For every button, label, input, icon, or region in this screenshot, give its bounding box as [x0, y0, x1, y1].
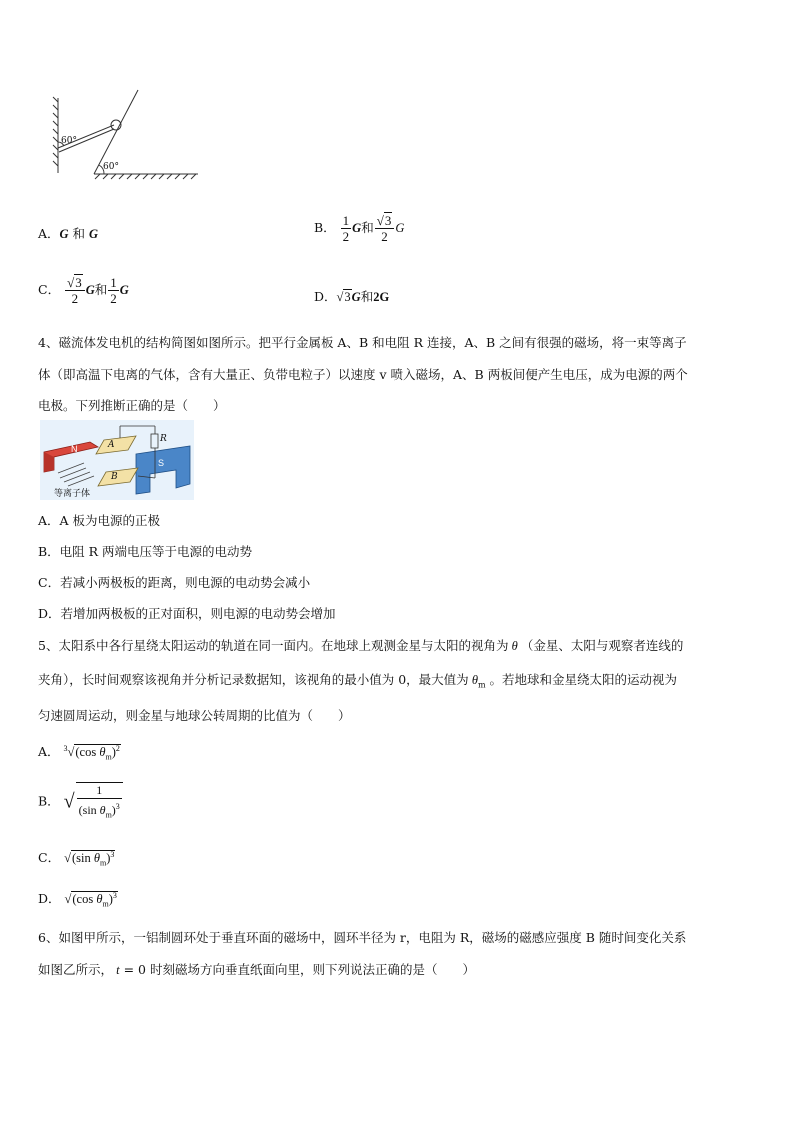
q3-option-c-mid: 和	[94, 282, 108, 297]
q3-option-c-label: C．	[38, 282, 61, 297]
q4-option-c: C．若减小两极板的距离，则电源的电动势会减小	[38, 575, 311, 590]
q6-line-1: 6、如图甲所示，一铝制圆环处于垂直环面的磁场中，圆环半径为 r，电阻为 R，磁场的磁感应强度 B 随时间变化关系	[38, 930, 687, 945]
q3-angle-wall: 60°	[61, 136, 77, 146]
q5-line-3: 匀速圆周运动，则金星与地球公转周期的比值为（ ）	[38, 708, 351, 723]
q5-option-b-label: B．	[38, 793, 60, 809]
q5-option-c: C． √(sin $\theta_m)^3$	[38, 849, 115, 868]
q3-option-b-mid: 和	[361, 220, 374, 235]
q5-line-1: 5、太阳系中各行星绕太阳运动的轨道在同一面内。在地球上观测金星与太阳的视角为 θ （金星、太阳与观察者连线的	[38, 638, 684, 653]
q5-option-b: B． √ $\frac{1}{(\sin \theta_m)^3}$	[38, 782, 124, 822]
q4-figure-plasma: 等离子体	[54, 489, 91, 499]
q4-figure-s: S	[158, 458, 165, 468]
q3-option-d-mid: 和	[360, 289, 374, 304]
q5-option-a: A． $^3$√(cos $\theta_m)^2$	[38, 743, 120, 762]
q3-option-c: C． $\frac{√3}{2}$ G和 $\frac{1}{2}$ G	[38, 275, 129, 306]
q5-line-2b: 。若地球和金星绕太阳的运动视为	[489, 672, 678, 687]
q3-option-d: D．√3G和2G	[314, 289, 390, 304]
q6-line-2a: 如图乙所示，	[38, 962, 114, 977]
q5-line-2: 夹角），长时间观察该视角并分析记录数据知，该视角的最小值为 0，最大值为 $\theta_m$ 。若地球和金星绕太阳的运动视为	[38, 672, 678, 690]
q4-line-2: 体（即高温下电离的气体，含有大量正、负带电粒子）以速度 v 喷入磁场，A、B 两板间便产生电压，成为电源的两个	[38, 367, 688, 382]
q4-figure-n: N	[71, 444, 78, 454]
q4-option-a: A．A 板为电源的正极	[38, 513, 161, 528]
q3-option-b: B． $\frac{1}{2}$ G和 $\frac{√3}{2}$ G	[314, 213, 405, 244]
q3-option-d-label: D．	[314, 289, 337, 304]
q4-figure-b: B	[111, 472, 118, 482]
q5-line-2a: 夹角），长时间观察该视角并分析记录数据知，该视角的最小值为 0，最大值为	[38, 672, 469, 687]
q3-option-b-label: B．	[314, 220, 336, 235]
q3-option-a: A．G 和 G	[38, 226, 99, 241]
q3-option-a-label: A．	[38, 226, 60, 241]
q4-option-b: B．电阻 R 两端电压等于电源的电动势	[38, 544, 253, 559]
q3-angle-floor: 60°	[103, 162, 119, 172]
q5-line-1a: 5、太阳系中各行星绕太阳运动的轨道在同一面内。在地球上观测金星与太阳的视角为	[38, 638, 509, 653]
q5-option-c-label: C．	[38, 850, 61, 865]
q4-figure-a: A	[108, 440, 115, 450]
q3-option-d-right: 2G	[373, 290, 390, 304]
q6-line-2b: 时刻磁场方向垂直纸面向里，则下列说法正确的是（ ）	[149, 962, 475, 977]
q5-option-a-label: A．	[38, 744, 60, 759]
q5-line-1b: （金星、太阳与观察者连线的	[520, 638, 684, 653]
q5-option-d: D． √(cos $\theta_m)^3$	[38, 890, 117, 909]
q4-figure-r: R	[160, 434, 167, 444]
q4-figure	[40, 420, 194, 500]
q4-line-3: 电极。下列推断正确的是（ ）	[38, 398, 226, 413]
q4-option-d: D．若增加两极板的正对面积，则电源的电动势会增加	[38, 606, 336, 621]
q5-option-d-label: D．	[38, 891, 61, 906]
q6-line-2: 如图乙所示， t = 0 时刻磁场方向垂直纸面向里，则下列说法正确的是（ ）	[38, 962, 475, 977]
q4-line-1: 4、磁流体发电机的结构简图如图所示。把平行金属板 A、B 和电阻 R 连接，A、B 之间有很强的磁场，将一束等离子	[38, 335, 687, 350]
